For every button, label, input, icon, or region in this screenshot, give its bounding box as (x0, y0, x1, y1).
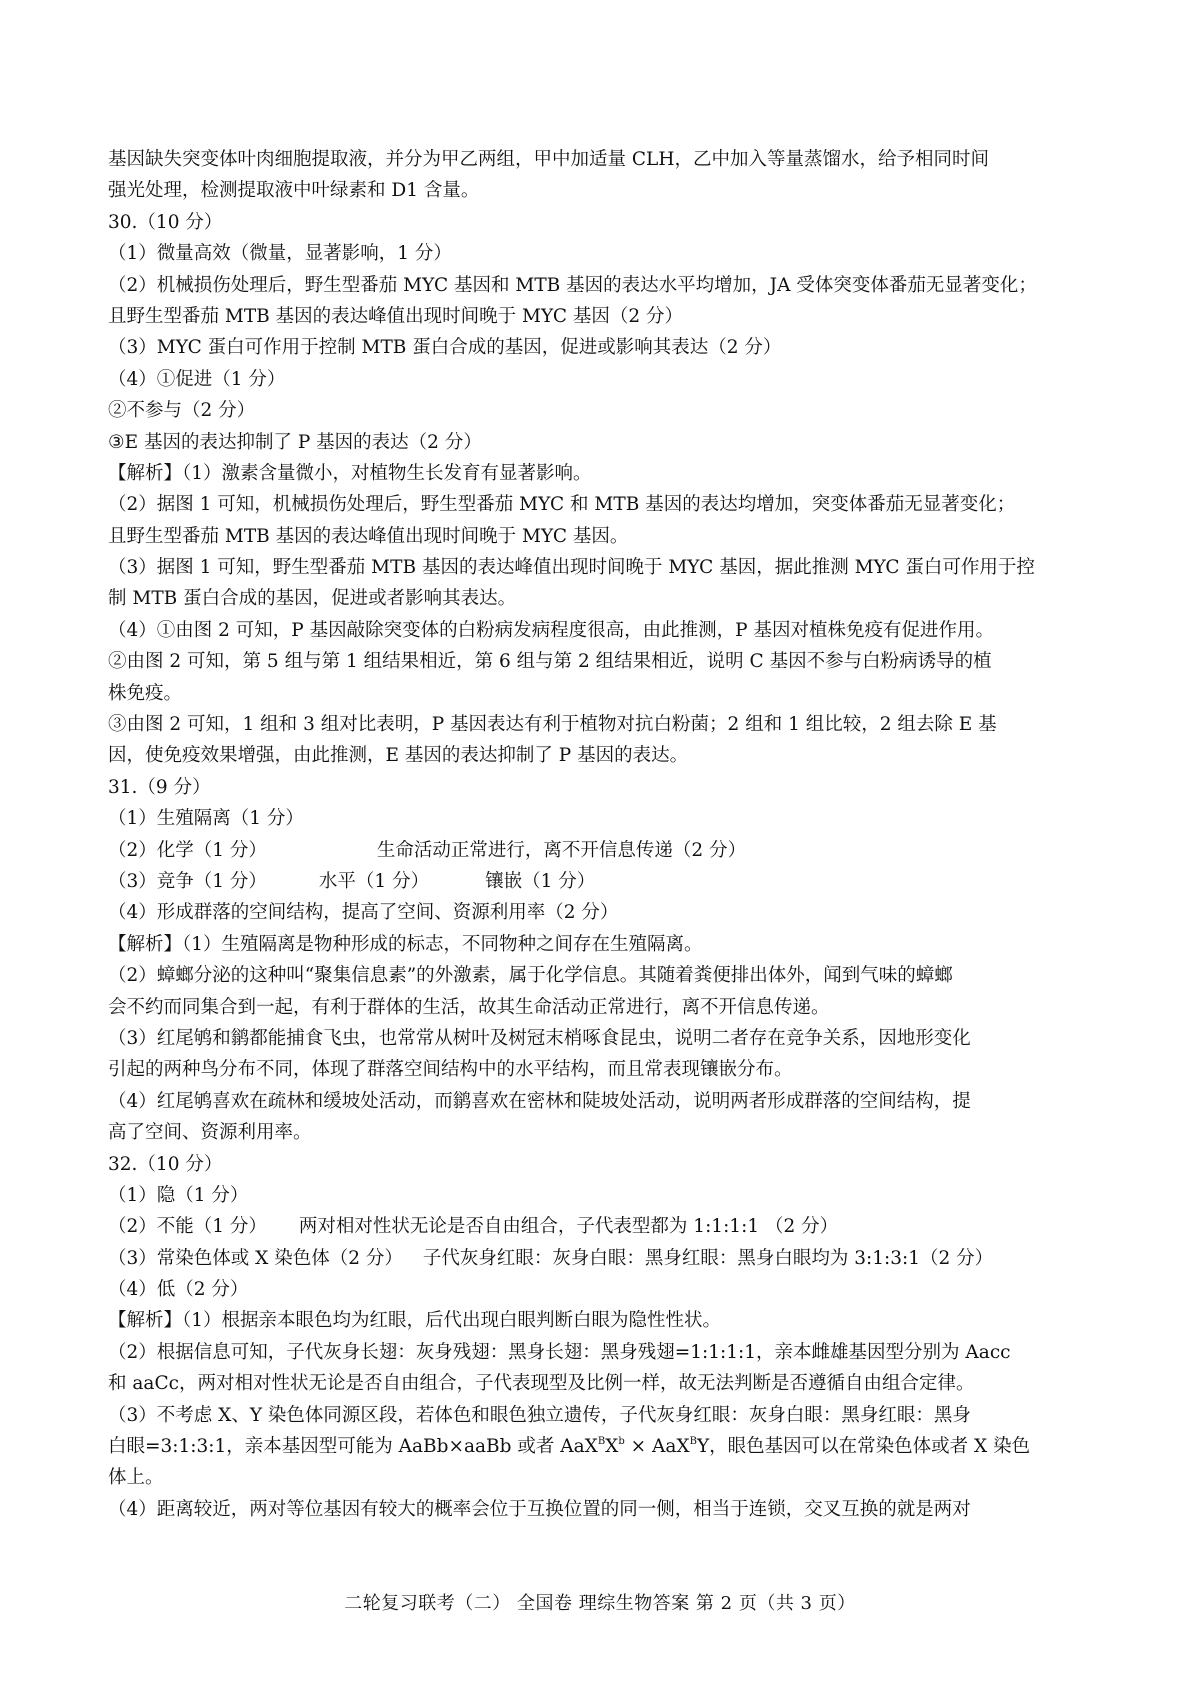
answer-body (108, 144, 1100, 1525)
superscript: b (618, 1436, 625, 1448)
superscript: B (689, 1436, 697, 1448)
page-footer: 二轮复习联考（二） 全国卷 理综生物答案 第 2 页（共 3 页） (344, 1593, 856, 1614)
text-line: 和 aaCc，两对相对性状无论是否自由组合，子代表现型及比例一样，故无法判断是否遵循自由组合定律。 (108, 1373, 975, 1395)
text-line (108, 1211, 1100, 1242)
text-line: （1）生殖隔离（1 分） (108, 808, 304, 830)
text-line: ③E 基因的表达抑制了 P 基因的表达（2 分） (108, 431, 482, 453)
text-line: （4）低（2 分） (108, 1279, 249, 1301)
text-line: 基因缺失突变体叶肉细胞提取液，并分为甲乙两组，甲中加适量 CLH，乙中加入等量蒸馏水，给予相同时间 (108, 149, 989, 170)
text-line: （3）MYC 蛋白可作用于控制 MTB 蛋白合成的基因，促进或影响其表达（2 分） (108, 337, 782, 359)
answer-part: 两对相对性状无论是否自由组合，子代表型都为 1:1:1:1 （2 分） (298, 1216, 839, 1238)
text-line: 体上。 (108, 1467, 164, 1489)
text-line: （3）据图 1 可知，野生型番茄 MTB 基因的表达峰值出现时间晚于 MYC 基因，据此推测 MYC 蛋白可作用于控 (108, 557, 1035, 579)
genotype-text: Y，眼色基因可以在常染色体或者 X 染色 (696, 1436, 1031, 1458)
analysis-line: 【解析】（1）激素含量微小，对植物生长发育有显著影响。 (108, 462, 592, 484)
genotype-line (108, 1431, 1100, 1462)
text-line: 株免疫。 (108, 682, 183, 704)
text-line: ②由图 2 可知，第 5 组与第 1 组结果相近，第 6 组与第 2 组结果相近，说明 C 基因不参与白粉病诱导的植 (108, 651, 992, 673)
text-line: （1）隐（1 分） (108, 1184, 249, 1206)
text-line (108, 1243, 1100, 1274)
text-line: （2）据图 1 可知，机械损伤处理后，野生型番茄 MYC 和 MTB 基因的表达均增加，突变体番茄无显著变化； (108, 494, 1016, 516)
text-line: （3）红尾鸲和鹟都能捕食飞虫，也常常从树叶及树冠末梢啄食昆虫，说明二者存在竞争关系，因地形变化 (108, 1027, 971, 1049)
text-line: 强光处理，检测提取液中叶绿素和 D1 含量。 (108, 180, 480, 202)
text-line: （3）不考虑 X、Y 染色体同源区段，若体色和眼色独立遗传，子代灰身红眼：灰身白眼：黑身红眼：黑身 (108, 1404, 971, 1426)
genotype-text: 白眼=3:1:3:1，亲本基因型可能为 AaBb×aaBb 或者 AaX (108, 1436, 598, 1458)
text-line: 引起的两种鸟分布不同，体现了群落空间结构中的水平结构，而且常表现镶嵌分布。 (108, 1059, 793, 1081)
analysis-line: 【解析】（1）根据亲本眼色均为红眼，后代出现白眼判断白眼为隐性性状。 (108, 1310, 722, 1332)
text-line: （2）蟑螂分泌的这种叫“聚集信息素”的外激素，属于化学信息。其随着粪便排出体外，闻到气味的蟑螂 (108, 965, 953, 987)
question-30-heading: 30.（10 分） (108, 211, 223, 233)
text-line: ③由图 2 可知，1 组和 3 组对比表明，P 基因表达有利于植物对抗白粉菌；2 组和 1 组比较，2 组去除 E 基 (108, 714, 997, 736)
text-line: （2）机械损伤处理后，野生型番茄 MYC 基因和 MTB 基因的表达水平均增加，JA 受体突变体番茄无显著变化； (108, 274, 1037, 296)
text-line (108, 866, 1100, 897)
text-line: （1）微量高效（微量，显著影响，1 分） (108, 243, 452, 265)
answer-part: 水平（1 分） (318, 870, 430, 892)
answer-part: 生命活动正常进行，离不开信息传递（2 分） (376, 839, 747, 861)
text-line: （4）红尾鸲喜欢在疏林和缓坡处活动，而鹟喜欢在密林和陡坡处活动，说明两者形成群落的空间结构，提 (108, 1090, 971, 1112)
text-line: 会不约而同集合到一起，有利于群体的生活，故其生命活动正常进行，离不开信息传递。 (108, 996, 830, 1018)
text-line (108, 835, 1100, 866)
analysis-line: 【解析】（1）生殖隔离是物种形成的标志，不同物种之间存在生殖隔离。 (108, 933, 703, 955)
question-31-heading: 31.（9 分） (108, 776, 211, 798)
text-line: 因，使免疫效果增强，由此推测，E 基因的表达抑制了 P 基因的表达。 (108, 745, 689, 767)
text-line: 制 MTB 蛋白合成的基因，促进或者影响其表达。 (108, 588, 517, 610)
text-line: 且野生型番茄 MTB 基因的表达峰值出现时间晚于 MYC 基因（2 分） (108, 305, 684, 327)
text-line: ②不参与（2 分） (108, 400, 256, 422)
text-line: 高了空间、资源利用率。 (108, 1122, 312, 1144)
answer-part: 镶嵌（1 分） (485, 870, 596, 892)
text-line: （4）①由图 2 可知，P 基因敲除突变体的白粉病发病程度很高，由此推测，P 基因对植株免疫有促进作用。 (108, 619, 994, 641)
question-32-heading: 32.（10 分） (108, 1153, 223, 1175)
answer-part: （3）竞争（1 分） (108, 870, 267, 892)
answer-part: （2）不能（1 分） (108, 1216, 267, 1238)
answer-part: （3）常染色体或 X 染色体（2 分） (108, 1247, 403, 1269)
text-line: 且野生型番茄 MTB 基因的表达峰值出现时间晚于 MYC 基因。 (108, 525, 629, 547)
superscript: B (597, 1436, 606, 1448)
text-line: （4）形成群落的空间结构，提高了空间、资源利用率（2 分） (108, 902, 619, 924)
text-line: （2）根据信息可知，子代灰身长翅：灰身残翅：黑身长翅：黑身残翅=1:1:1:1，亲本雌雄基因型分别为 Aacc (108, 1341, 1011, 1363)
answer-part: 子代灰身红眼：灰身白眼：黑身红眼：黑身白眼均为 3:1:3:1（2 分） (422, 1247, 994, 1269)
text-line: （4）①促进（1 分） (108, 368, 286, 390)
genotype-text: X (605, 1436, 619, 1458)
answer-part: （2）化学（1 分） (108, 839, 267, 861)
genotype-text: × AaX (624, 1436, 690, 1458)
text-line: （4）距离较近，两对等位基因有较大的概率会位于互换位置的同一侧，相当于连锁，交叉互换的就是两对 (108, 1498, 971, 1520)
